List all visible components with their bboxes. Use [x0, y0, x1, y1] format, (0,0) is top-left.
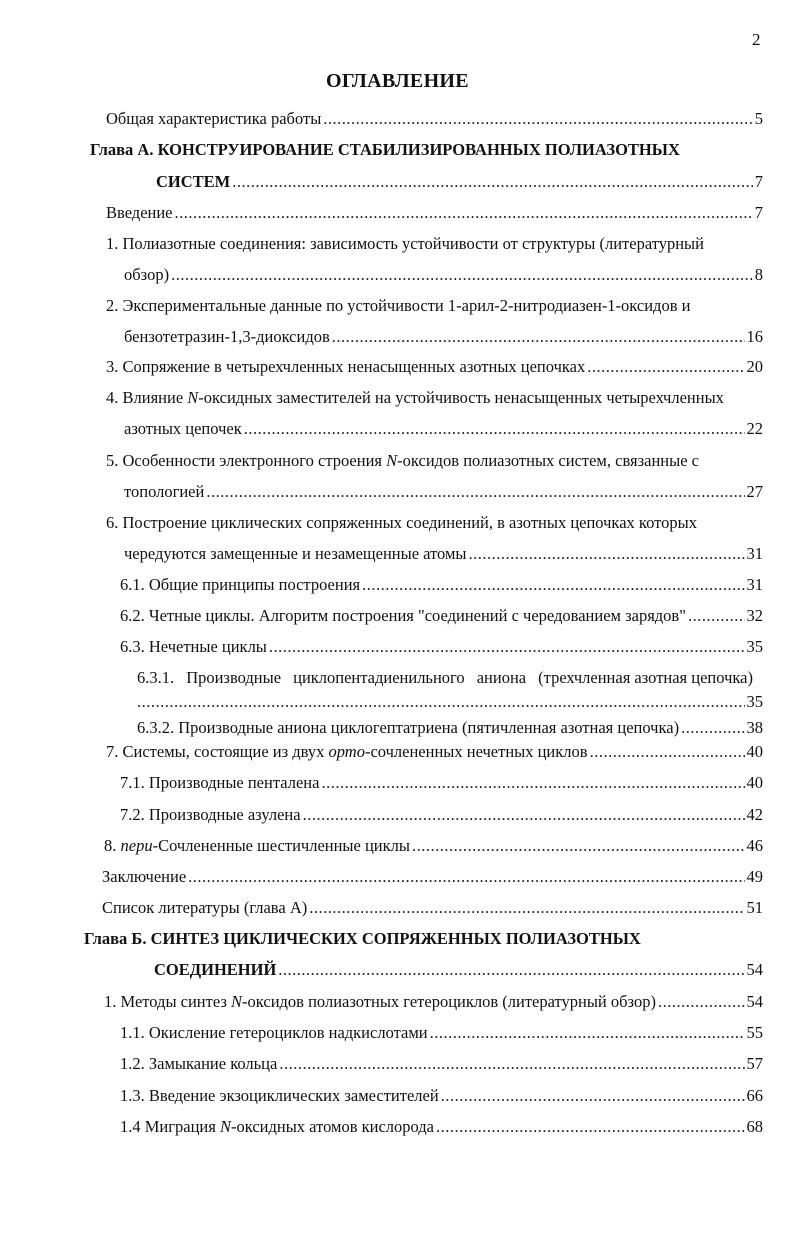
toc-page: 55: [746, 1023, 763, 1042]
toc-entry-6-3-2[interactable]: [137, 718, 763, 738]
toc-text-italic: N: [386, 451, 398, 470]
toc-leader-dots: [137, 692, 745, 712]
toc-entry-6-3[interactable]: [120, 637, 763, 657]
toc-entry-text: СОЕДИНЕНИЙ: [154, 960, 277, 979]
toc-leader-dots: [321, 773, 744, 793]
toc-entry-general[interactable]: [106, 109, 763, 129]
toc-entry-text: 6.3.2. Производные аниона циклогептатриена (пятичленная азотная цепочка): [137, 718, 680, 737]
toc-page: 66: [746, 1086, 763, 1105]
toc-entry-7-1[interactable]: [120, 773, 763, 793]
toc-leader-dots: [688, 606, 745, 626]
toc-text-italic: N: [231, 992, 243, 1011]
toc-entry-text: 3. Сопряжение в четырехчленных ненасыщенных азотных цепочках: [106, 357, 586, 376]
toc-leader-dots: [590, 742, 745, 762]
toc-entry-text: азотных цепочек: [124, 419, 242, 438]
toc-word: Производные: [186, 668, 282, 687]
toc-entry-1[interactable]: [124, 265, 763, 285]
toc-leader-dots: [269, 637, 745, 657]
toc-entry-text: бензотетразин-1,3-диоксидов: [124, 327, 330, 346]
toc-entry-6-3-1-line1[interactable]: [137, 668, 753, 688]
toc-entry-text: 1.2. Замыкание кольца: [120, 1054, 278, 1073]
toc-entry-text: 7.1. Производные пенталена: [120, 773, 320, 792]
toc-word: 6.3.1.: [137, 668, 175, 687]
toc-chapter-b-line1[interactable]: Глава Б. СИНТЕЗ ЦИКЛИЧЕСКИХ СОПРЯЖЕННЫХ ПОЛИАЗОТНЫХ: [84, 929, 641, 948]
toc-leader-dots: [188, 867, 744, 887]
toc-leader-dots: [323, 109, 752, 129]
toc-leader-dots: [362, 575, 744, 595]
toc-text-part: 1. Методы синтез: [104, 992, 232, 1011]
toc-word: (трехчленная азотная цепочка): [538, 668, 753, 687]
toc-leader-dots: [681, 718, 744, 738]
toc-leader-dots: [587, 357, 744, 377]
toc-entry-2[interactable]: [124, 327, 763, 347]
toc-entry-text: обзор): [124, 265, 170, 284]
toc-page: 7: [754, 172, 763, 191]
toc-chapter-b[interactable]: [154, 960, 763, 980]
toc-entry-text: чередуются замещенные и незамещенные атомы: [124, 544, 467, 563]
toc-text-italic: пери: [120, 836, 153, 855]
toc-entry-7-2[interactable]: [120, 805, 763, 825]
toc-page: 31: [746, 544, 763, 563]
toc-entry-references[interactable]: [102, 898, 763, 918]
toc-entry-conclusion[interactable]: [102, 867, 763, 887]
toc-word: аниона: [476, 668, 527, 687]
toc-page: 35: [746, 692, 763, 711]
toc-leader-dots: [658, 992, 745, 1012]
toc-leader-dots: [278, 960, 744, 980]
toc-entry-6-2[interactable]: [120, 606, 763, 626]
toc-text-part: 1.4 Миграция: [120, 1117, 220, 1136]
toc-entry-text: Введение: [106, 203, 173, 222]
toc-page: 46: [746, 836, 763, 855]
toc-text-italic: N: [219, 1117, 231, 1136]
toc-text-part: 5. Особенности электронного строения: [106, 451, 387, 470]
toc-entry-5-line1[interactable]: [106, 451, 699, 471]
toc-page: 8: [754, 265, 763, 284]
toc-entry-text: Список литературы (глава А): [102, 898, 308, 917]
toc-entry-text: 1.3. Введение экзоциклических заместителей: [120, 1086, 439, 1105]
toc-leader-dots: [206, 482, 744, 502]
toc-page: 54: [746, 992, 763, 1011]
toc-entry-text: [106, 742, 588, 762]
toc-entry-b1[interactable]: [104, 992, 763, 1012]
toc-entry-text: 7.2. Производные азулена: [120, 805, 301, 824]
page-title: ОГЛАВЛЕНИЕ: [326, 70, 469, 92]
toc-text-part: -оксидных заместителей на устойчивость ненасыщенных четырехчленных: [198, 388, 724, 407]
toc-text-part: 7. Системы, состоящие из двух: [106, 742, 329, 761]
toc-text-part: 4. Влияние: [106, 388, 188, 407]
toc-entry-text: [104, 836, 410, 856]
toc-page: 31: [746, 575, 763, 594]
toc-entry-5[interactable]: [124, 482, 763, 502]
toc-entry-b1-1[interactable]: [120, 1023, 763, 1043]
toc-chapter-a[interactable]: [156, 172, 763, 192]
toc-text-italic: орто: [328, 742, 365, 761]
toc-entry-3[interactable]: [106, 357, 763, 377]
toc-entry-7[interactable]: [106, 742, 763, 762]
toc-entry-8[interactable]: [104, 836, 763, 856]
toc-entry-text: 6.2. Четные циклы. Алгоритм построения "соединений с чередованием зарядов": [120, 606, 686, 625]
toc-entry-b1-2[interactable]: [120, 1054, 763, 1074]
toc-leader-dots: [175, 203, 753, 223]
toc-page: 40: [746, 742, 763, 761]
toc-text-part: 8.: [104, 836, 121, 855]
toc-leader-dots: [244, 419, 745, 439]
toc-entry-2-line1[interactable]: 2. Экспериментальные данные по устойчивости 1-арил-2-нитродиазен-1-оксидов и: [106, 296, 691, 315]
toc-entry-6-line1[interactable]: 6. Построение циклических сопряженных соединений, в азотных цепочках которых: [106, 513, 697, 532]
toc-entry-text: 1.1. Окисление гетероциклов надкислотами: [120, 1023, 428, 1042]
toc-text-italic: N: [187, 388, 199, 407]
toc-page: 54: [746, 960, 763, 979]
toc-chapter-a-line1[interactable]: Глава А. КОНСТРУИРОВАНИЕ СТАБИЛИЗИРОВАННЫХ ПОЛИАЗОТНЫХ: [90, 140, 680, 159]
toc-entry-text: [104, 992, 656, 1012]
toc-page: 51: [746, 898, 763, 917]
toc-page: 40: [746, 773, 763, 792]
toc-text-part: -оксидов полиазотных гетероциклов (литературный обзор): [242, 992, 656, 1011]
toc-leader-dots: [469, 544, 745, 564]
toc-leader-dots: [441, 1086, 745, 1106]
toc-leader-dots: [232, 172, 753, 192]
toc-page: 22: [746, 419, 763, 438]
toc-leader-dots: [303, 805, 745, 825]
toc-leader-dots: [332, 327, 745, 347]
toc-word: циклопентадиенильного: [293, 668, 465, 687]
toc-page: 27: [746, 482, 763, 501]
toc-page: 7: [754, 203, 763, 222]
toc-leader-dots: [430, 1023, 745, 1043]
toc-entry-text: Общая характеристика работы: [106, 109, 322, 128]
toc-leader-dots: [309, 898, 744, 918]
toc-entry-text: 6.3. Нечетные циклы: [120, 637, 267, 656]
toc-entry-1-line1[interactable]: 1. Полиазотные соединения: зависимость устойчивости от структуры (литературный: [106, 234, 704, 253]
toc-entry-text: Заключение: [102, 867, 187, 886]
toc-entry-6-3-1[interactable]: [137, 692, 763, 712]
toc-entry-text: СИСТЕМ: [156, 172, 231, 191]
toc-entry-text: 6.1. Общие принципы построения: [120, 575, 361, 594]
toc-entry-text: [120, 1117, 434, 1137]
toc-page: 68: [746, 1117, 763, 1136]
toc-leader-dots: [279, 1054, 744, 1074]
toc-entry-b1-3[interactable]: [120, 1086, 763, 1106]
page-number: 2: [752, 30, 761, 49]
toc-entry-intro[interactable]: [106, 203, 763, 223]
toc-page: 5: [754, 109, 763, 128]
toc-leader-dots: [171, 265, 753, 285]
toc-leader-dots: [412, 836, 745, 856]
toc-page: 49: [746, 867, 763, 886]
toc-entry-6[interactable]: [124, 544, 763, 564]
toc-entry-b1-4[interactable]: [120, 1117, 763, 1137]
toc-page: 16: [746, 327, 763, 346]
toc-entry-4[interactable]: [124, 419, 763, 439]
toc-page: 32: [746, 606, 763, 625]
toc-page: 38: [746, 718, 763, 737]
toc-text-part: -оксидов полиазотных систем, связанные с: [397, 451, 699, 470]
toc-page: 35: [746, 637, 763, 656]
toc-entry-4-line1[interactable]: [106, 388, 724, 408]
toc-leader-dots: [436, 1117, 744, 1137]
toc-page: 20: [746, 357, 763, 376]
toc-page: 57: [746, 1054, 763, 1073]
toc-entry-6-1[interactable]: [120, 575, 763, 595]
toc-text-part: -оксидных атомов кислорода: [230, 1117, 435, 1136]
toc-page: 42: [746, 805, 763, 824]
toc-text-part: -Сочлененные шестичленные циклы: [152, 836, 410, 855]
toc-text-part: -сочлененных нечетных циклов: [364, 742, 588, 761]
toc-entry-text: топологией: [124, 482, 205, 501]
